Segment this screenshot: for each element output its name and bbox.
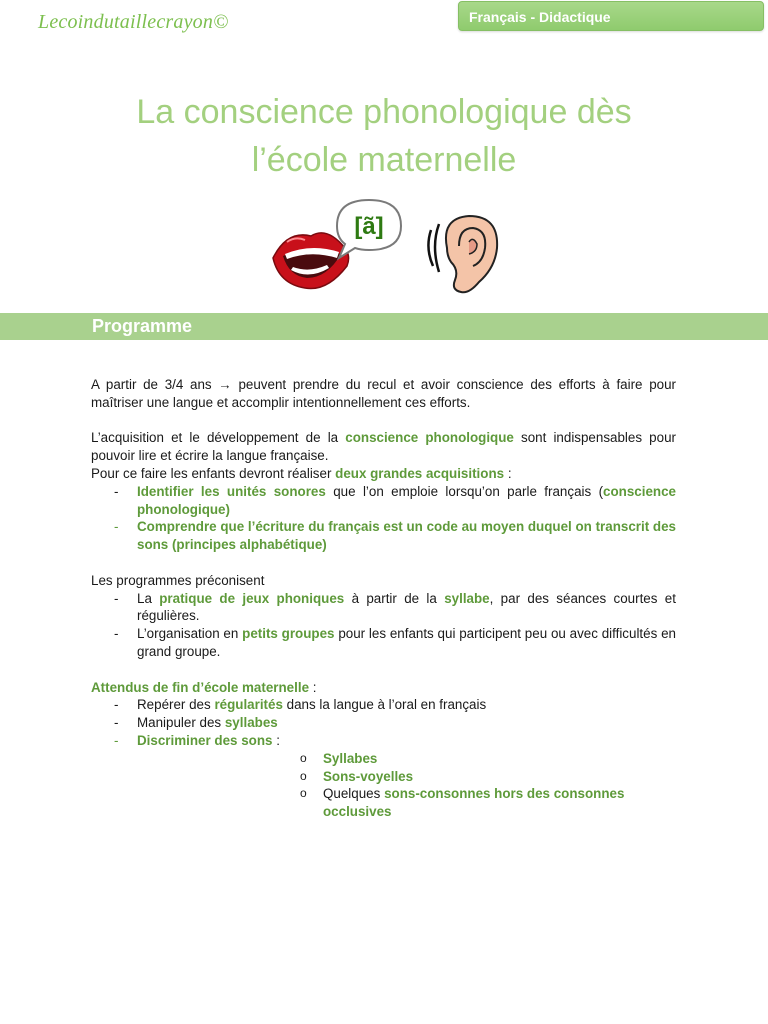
item-text: Repérer des xyxy=(137,697,211,713)
attendus-title: Attendus de fin d’école maternelle xyxy=(91,679,310,695)
item-text-2: dans la langue à l’oral en français xyxy=(286,697,487,713)
phoneme-label: [ã] xyxy=(354,213,384,240)
sub-list-item xyxy=(91,750,676,768)
sub-item-text: Quelques xyxy=(323,786,381,802)
title-line-1: La conscience phonologique dès xyxy=(136,93,632,131)
brand-name: Lecoindutaillecrayon© xyxy=(38,11,229,33)
attendus-heading xyxy=(91,679,676,697)
category-tag: Français - Didactique xyxy=(458,1,764,31)
list-item xyxy=(91,483,676,519)
item-text: La xyxy=(137,590,152,606)
content xyxy=(91,376,676,821)
programmes-intro: Les programmes préconisent xyxy=(91,572,265,588)
item-text-2: à partir de la xyxy=(351,590,437,606)
item-text-3: , par des séances courtes et régulières. xyxy=(137,590,676,624)
item-highlight: Identifier les unités sonores xyxy=(137,483,326,499)
speech-bubble-icon xyxy=(337,200,401,258)
list-item xyxy=(91,696,676,714)
list-item xyxy=(91,714,676,732)
sub-item-highlight: Sons-voyelles xyxy=(323,768,414,784)
list-item xyxy=(91,625,676,661)
arrow-right-icon: → xyxy=(218,377,232,392)
item-text-2: pour les enfants qui participent peu ou avec difficultés en grand groupe. xyxy=(137,626,676,659)
acquisition-paragraph xyxy=(91,429,676,465)
title-line-2: l’école maternelle xyxy=(251,141,517,179)
section-heading: Programme xyxy=(92,316,193,336)
item-highlight-2: conscience phonologique) xyxy=(137,483,676,517)
item-text-2: : xyxy=(276,732,280,748)
item-text: L’organisation en xyxy=(137,626,239,642)
acq-highlight-1: conscience phonologique xyxy=(345,430,514,446)
item-highlight: pratique de jeux phoniques xyxy=(159,590,345,606)
attendus-list xyxy=(91,696,676,749)
sub-item-highlight: Syllabes xyxy=(323,750,378,766)
acq-highlight-2: deux grandes acquisitions xyxy=(335,465,505,481)
mouth-icon xyxy=(273,233,349,289)
intro-text-1: A partir de 3/4 ans xyxy=(91,377,212,392)
sub-list-item xyxy=(91,785,676,821)
item-highlight: régularités xyxy=(214,697,283,713)
item-highlight-2: syllabe xyxy=(444,590,490,606)
acq-text-2: sont indispensables pour pouvoir lire et écrire la langue française. xyxy=(91,430,676,464)
intro-text-2: peuvent prendre du recul et avoir conscience des efforts à faire pour maîtriser une langue et accomplir intentionnellement ces efforts. xyxy=(91,377,677,410)
item-highlight: syllabes xyxy=(224,715,278,731)
ear-icon xyxy=(428,216,497,292)
section-band xyxy=(0,313,768,340)
item-highlight: petits groupes xyxy=(242,626,335,642)
phonology-illustration xyxy=(265,196,505,302)
programmes-list xyxy=(91,590,676,661)
list-item xyxy=(91,518,676,554)
acq-text-1: L’acquisition et le développement de la xyxy=(91,430,339,446)
item-text: Manipuler des xyxy=(137,715,222,731)
sub-item-highlight: sons-consonnes hors des consonnes occlusives xyxy=(323,786,625,820)
item-text: que l’on emploie lorsqu’on parle français ( xyxy=(333,483,604,499)
acq-text-3: Pour ce faire les enfants devront réaliser xyxy=(91,465,332,481)
acq-text-4: : xyxy=(507,465,512,481)
acquisition-list xyxy=(91,483,676,554)
intro-paragraph xyxy=(91,376,676,412)
item-highlight: Discriminer des sons xyxy=(137,732,273,748)
acquisition-line-2 xyxy=(91,465,676,483)
list-item xyxy=(91,732,676,750)
attendus-colon: : xyxy=(309,679,317,695)
item-highlight: Comprendre que l’écriture du français est un code au moyen duquel on transcrit des sons (principes alphabétique) xyxy=(137,519,676,553)
page-title xyxy=(0,88,768,184)
list-item xyxy=(91,590,676,626)
sub-list-item xyxy=(91,768,676,786)
sound-sublist xyxy=(91,750,676,821)
